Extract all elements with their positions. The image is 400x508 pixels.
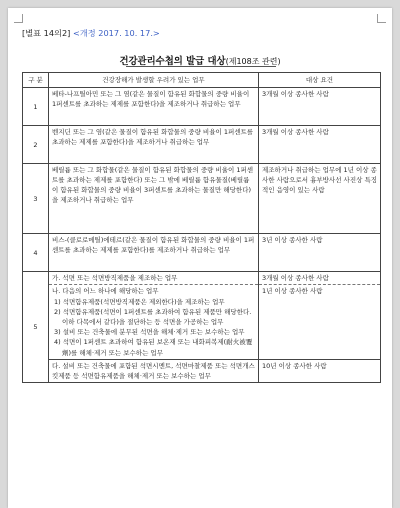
table-row — [23, 285, 381, 359]
row-work: 베타-나프틸아민 또는 그 염(같은 물질이 함유된 화합물의 중량 비율이 1퍼센트를 초과하는 제제를 포함한다)을 제조하거나 취급하는 업무 — [49, 88, 259, 126]
col-header-work: 건강장해가 발생할 우려가 있는 업무 — [49, 73, 259, 88]
row-number: 1 — [23, 88, 49, 126]
row-requirement: 3개월 이상 종사한 사람 — [259, 126, 381, 164]
document-title — [8, 53, 392, 67]
list-item: 2) 석면함유제품(석면이 1퍼센트를 초과하여 함유된 제품만 해당한다. 이하 다목에서 같다)을 절단하는 등 석면을 가공하는 업무 — [54, 308, 252, 327]
row-requirement-b: 1년 이상 종사한 사람 — [259, 285, 381, 359]
subsection-intro: 나. 다음의 어느 하나에 해당하는 업무 — [52, 287, 159, 296]
list-item: 4) 석면이 1퍼센트 초과하여 함유된 보온재 또는 내화피복제(耐火被覆劑)를 해체·제거 또는 보수하는 업무 — [54, 338, 253, 357]
page-corner-mark — [377, 14, 386, 23]
row-requirement-a: 3개월 이상 종사한 사람 — [259, 272, 381, 285]
amendment-date: <개정 2017. 10. 17.> — [72, 28, 160, 38]
row-requirement: 3년 이상 종사한 사람 — [259, 234, 381, 272]
row-work-a: 가. 석면 또는 석면방직제품을 제조하는 업무 — [49, 272, 259, 285]
eligibility-table — [22, 72, 381, 383]
row-work: 비스-(클로로메틸)에테르(같은 물질이 함유된 화합물의 중량 비율이 1퍼센트를 초과하는 제제를 포함한다)를 제조하거나 취급하는 업무 — [49, 234, 259, 272]
list-item: 1) 석면함유제품(석면방직제품은 제외한다)을 제조하는 업무 — [54, 298, 225, 307]
title-underline — [126, 66, 276, 67]
list-item: 3) 설비 또는 건축물에 분무된 석면을 해체·제거 또는 보수하는 업무 — [54, 328, 245, 337]
form-header — [22, 28, 160, 39]
table-header-row — [23, 73, 381, 88]
form-number: [별표 14의2] — [22, 28, 71, 38]
row-requirement: 3개월 이상 종사한 사람 — [259, 88, 381, 126]
table-row — [23, 359, 381, 382]
title-sub: (제108조 관련) — [225, 57, 281, 66]
page-corner-mark — [14, 14, 23, 23]
row-number: 5 — [23, 272, 49, 383]
row-number: 3 — [23, 164, 49, 234]
row-number: 2 — [23, 126, 49, 164]
row-work: 베릴륨 또는 그 화합물(같은 물질이 함유된 화합물의 중량 비율이 1퍼센트를 초과하는 제제를 포함한다) 또는 그 밖에 베릴륨 함유물질(베릴륨이 함유된 화합물의 중량 비율이 3퍼센트를 초과하는 물질만 해당한다)을 제조하거나 취급하는 업무 — [49, 164, 259, 234]
col-header-requirement: 대상 요건 — [259, 73, 381, 88]
row-work-b — [49, 285, 259, 359]
table-row — [23, 126, 381, 164]
table-row — [23, 164, 381, 234]
title-main: 건강관리수첩의 발급 대상 — [119, 56, 226, 67]
row-requirement-c: 10년 이상 종사한 사람 — [259, 359, 381, 382]
document-page — [8, 8, 392, 508]
table-row — [23, 272, 381, 285]
col-header-category: 구 분 — [23, 73, 49, 88]
table-row — [23, 234, 381, 272]
row-number: 4 — [23, 234, 49, 272]
row-requirement: 제조하거나 취급하는 업무에 1년 이상 종사한 사람으로서 흉부방사선 사진상 특징적인 음영이 있는 사람 — [259, 164, 381, 234]
row-work: 벤지딘 또는 그 염(같은 물질이 함유된 화합물의 중량 비율이 1퍼센트를 초과하는 제제를 포함한다)을 제조하거나 취급하는 업무 — [49, 126, 259, 164]
row-work-c: 다. 설비 또는 건축물에 포함된 석면시멘트, 석면마찰제품 또는 석면개스킷제품 등 석면함유제품을 해체·제거 또는 보수하는 업무 — [49, 359, 259, 382]
table-row — [23, 88, 381, 126]
